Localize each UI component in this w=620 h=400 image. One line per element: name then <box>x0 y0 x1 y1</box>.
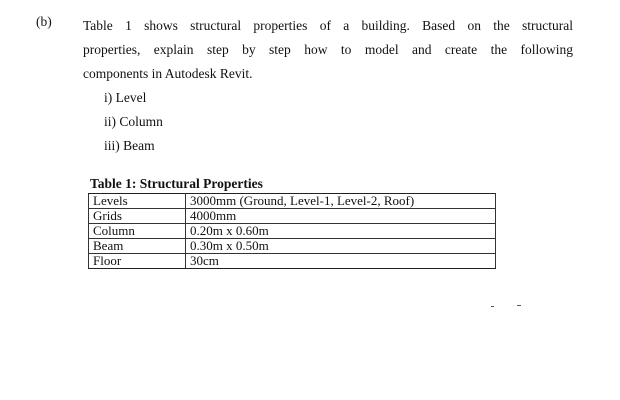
table-caption: Table 1: Structural Properties <box>90 176 263 191</box>
property-name: Levels <box>89 194 186 209</box>
component-list <box>104 86 163 158</box>
structural-properties-table <box>88 193 496 269</box>
table-row <box>89 194 496 209</box>
question-label: (b) <box>36 14 52 29</box>
property-name: Beam <box>89 239 186 254</box>
property-value: 0.30m x 0.50m <box>186 239 496 254</box>
stray-mark <box>491 306 494 307</box>
question-line-3: components in Autodesk Revit. <box>83 66 253 81</box>
question-text <box>83 14 573 86</box>
property-name: Column <box>89 224 186 239</box>
property-name: Floor <box>89 254 186 269</box>
table-row <box>89 254 496 269</box>
list-item-beam: iii) Beam <box>104 138 155 153</box>
table-row <box>89 224 496 239</box>
question-line-1: Table 1 shows structural properties of a building. Based on the structural <box>83 18 573 33</box>
property-value: 3000mm (Ground, Level-1, Level-2, Roof) <box>186 194 496 209</box>
table-row <box>89 209 496 224</box>
property-value: 30cm <box>186 254 496 269</box>
question-line-2: properties, explain step by step how to model and create the following <box>83 42 573 57</box>
table-row <box>89 239 496 254</box>
property-name: Grids <box>89 209 186 224</box>
property-value: 4000mm <box>186 209 496 224</box>
list-item-level: i) Level <box>104 90 147 105</box>
list-item-column: ii) Column <box>104 114 163 129</box>
property-value: 0.20m x 0.60m <box>186 224 496 239</box>
stray-mark <box>517 305 521 306</box>
